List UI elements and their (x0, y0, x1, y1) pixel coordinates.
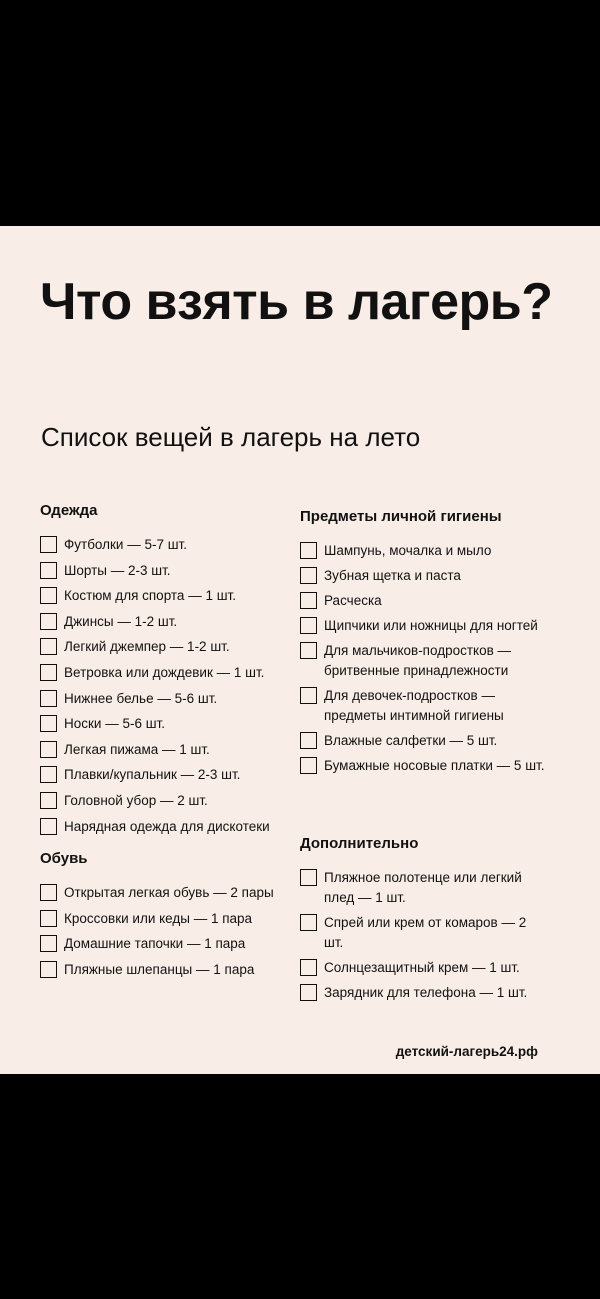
checklist-item (300, 591, 545, 611)
checklist-item-label: Пляжные шлепанцы — 1 пара (64, 961, 255, 977)
checklist-extra (300, 868, 545, 1003)
checkbox[interactable] (300, 617, 317, 634)
checklist-item-label: Легкий джемпер — 1-2 шт. (64, 639, 230, 655)
checklist-item (300, 983, 545, 1003)
checklist-item (40, 535, 300, 554)
checkbox[interactable] (300, 592, 317, 609)
checkbox[interactable] (40, 766, 57, 783)
checklist-item (40, 740, 300, 759)
checklist-item (40, 637, 300, 656)
checkbox[interactable] (300, 687, 317, 704)
checklist-item (40, 934, 300, 953)
checklist-card (0, 226, 600, 1074)
checklist-item-label: Футболки — 5-7 шт. (64, 537, 187, 552)
checklist-item (300, 868, 545, 908)
checkbox[interactable] (40, 587, 57, 604)
checkbox[interactable] (40, 961, 57, 978)
checklist-item (40, 883, 300, 902)
checklist-item (40, 765, 300, 784)
checklist-item (300, 913, 545, 953)
checkbox[interactable] (300, 914, 317, 931)
checklist-item (40, 689, 300, 708)
checklist-item (300, 566, 545, 586)
checklist-item (40, 561, 300, 580)
checklist-item-label: Кроссовки или кеды — 1 пара (64, 910, 253, 926)
section-shoes (40, 849, 300, 985)
checklist-item (300, 756, 545, 776)
section-heading-hygiene: Предметы личной гигиены (300, 508, 502, 525)
checkbox[interactable] (40, 818, 57, 835)
checkbox[interactable] (300, 984, 317, 1001)
checklist-item-label: Нижнее белье — 5-6 шт. (64, 690, 218, 706)
checklist-item-label: Головной убор — 2 шт. (64, 792, 208, 808)
section-clothes (40, 501, 300, 842)
checklist-item-label: Пляжное полотенце или легкий плед — 1 шт. (324, 870, 522, 905)
page-title: Что взять в лагерь? (40, 273, 553, 331)
checklist-item (300, 641, 545, 681)
checklist-item-label: Влажные салфетки — 5 шт. (324, 733, 498, 748)
checklist-item (300, 731, 545, 751)
checklist-item (40, 612, 300, 631)
page-subtitle: Список вещей в лагерь на лето (41, 422, 421, 452)
checkbox[interactable] (300, 757, 317, 774)
checkbox[interactable] (300, 959, 317, 976)
checkbox[interactable] (40, 638, 57, 655)
checklist-item-label: Носки — 5-6 шт. (64, 716, 165, 732)
checklist-item (300, 958, 545, 978)
checkbox[interactable] (300, 542, 317, 559)
checklist-item-label: Бумажные носовые платки — 5 шт. (324, 758, 545, 773)
checkbox[interactable] (300, 567, 317, 584)
checkbox[interactable] (300, 642, 317, 659)
checkbox[interactable] (40, 935, 57, 952)
section-heading-clothes: Одежда (40, 502, 98, 519)
checklist-item-label: Солнцезащитный крем — 1 шт. (324, 960, 520, 975)
checkbox[interactable] (40, 536, 57, 553)
checklist-item (300, 616, 545, 636)
section-hygiene (300, 507, 545, 781)
checkbox[interactable] (40, 741, 57, 758)
section-heading-extra: Дополнительно (300, 835, 419, 852)
checkbox[interactable] (40, 792, 57, 809)
checklist-item-label: Ветровка или дождевик — 1 шт. (64, 664, 265, 680)
checkbox[interactable] (40, 910, 57, 927)
checklist-item-label: Для мальчиков-подростков — бритвенные принадлежности (324, 643, 512, 678)
checklist-item-label: Шорты — 2-3 шт. (64, 562, 171, 578)
checklist-item (40, 909, 300, 928)
checklist-item-label: Щипчики или ножницы для ногтей (324, 618, 538, 633)
checklist-hygiene (300, 541, 545, 776)
checkbox[interactable] (300, 732, 317, 749)
checklist-item-label: Спрей или крем от комаров — 2 шт. (324, 915, 527, 950)
checklist-shoes (40, 883, 300, 979)
checklist-item-label: Открытая легкая обувь — 2 пары (64, 885, 274, 900)
checklist-item-label: Костюм для спорта — 1 шт. (64, 588, 236, 604)
checkbox[interactable] (40, 690, 57, 707)
checklist-item-label: Расческа (324, 593, 382, 608)
checkbox[interactable] (40, 664, 57, 681)
checklist-item (40, 663, 300, 682)
checklist-item (40, 714, 300, 733)
checklist-item-label: Шампунь, мочалка и мыло (324, 543, 492, 558)
checklist-item-label: Нарядная одежда для дискотеки (64, 818, 270, 834)
checklist-item-label: Зубная щетка и паста (324, 568, 461, 583)
checklist-item (40, 586, 300, 605)
checklist-item (300, 686, 545, 726)
checkbox[interactable] (40, 715, 57, 732)
checkbox[interactable] (40, 613, 57, 630)
checkbox[interactable] (300, 869, 317, 886)
checklist-clothes (40, 535, 300, 836)
checklist-item-label: Легкая пижама — 1 шт. (64, 741, 210, 757)
checklist-item-label: Джинсы — 1-2 шт. (64, 613, 178, 629)
site-url: детский-лагерь24.рф (395, 1044, 538, 1059)
checklist-item-label: Зарядник для телефона — 1 шт. (324, 985, 528, 1000)
checklist-item (40, 817, 300, 836)
checklist-item (40, 791, 300, 810)
checklist-item-label: Домашние тапочки — 1 пара (64, 936, 246, 952)
checklist-item-label: Для девочек-подростков — предметы интимной гигиены (324, 688, 504, 723)
checkbox[interactable] (40, 884, 57, 901)
section-heading-shoes: Обувь (40, 850, 88, 867)
checkbox[interactable] (40, 562, 57, 579)
checklist-item (300, 541, 545, 561)
checklist-item (40, 960, 300, 979)
section-extra (300, 834, 545, 1008)
checklist-item-label: Плавки/купальник — 2-3 шт. (64, 767, 241, 783)
